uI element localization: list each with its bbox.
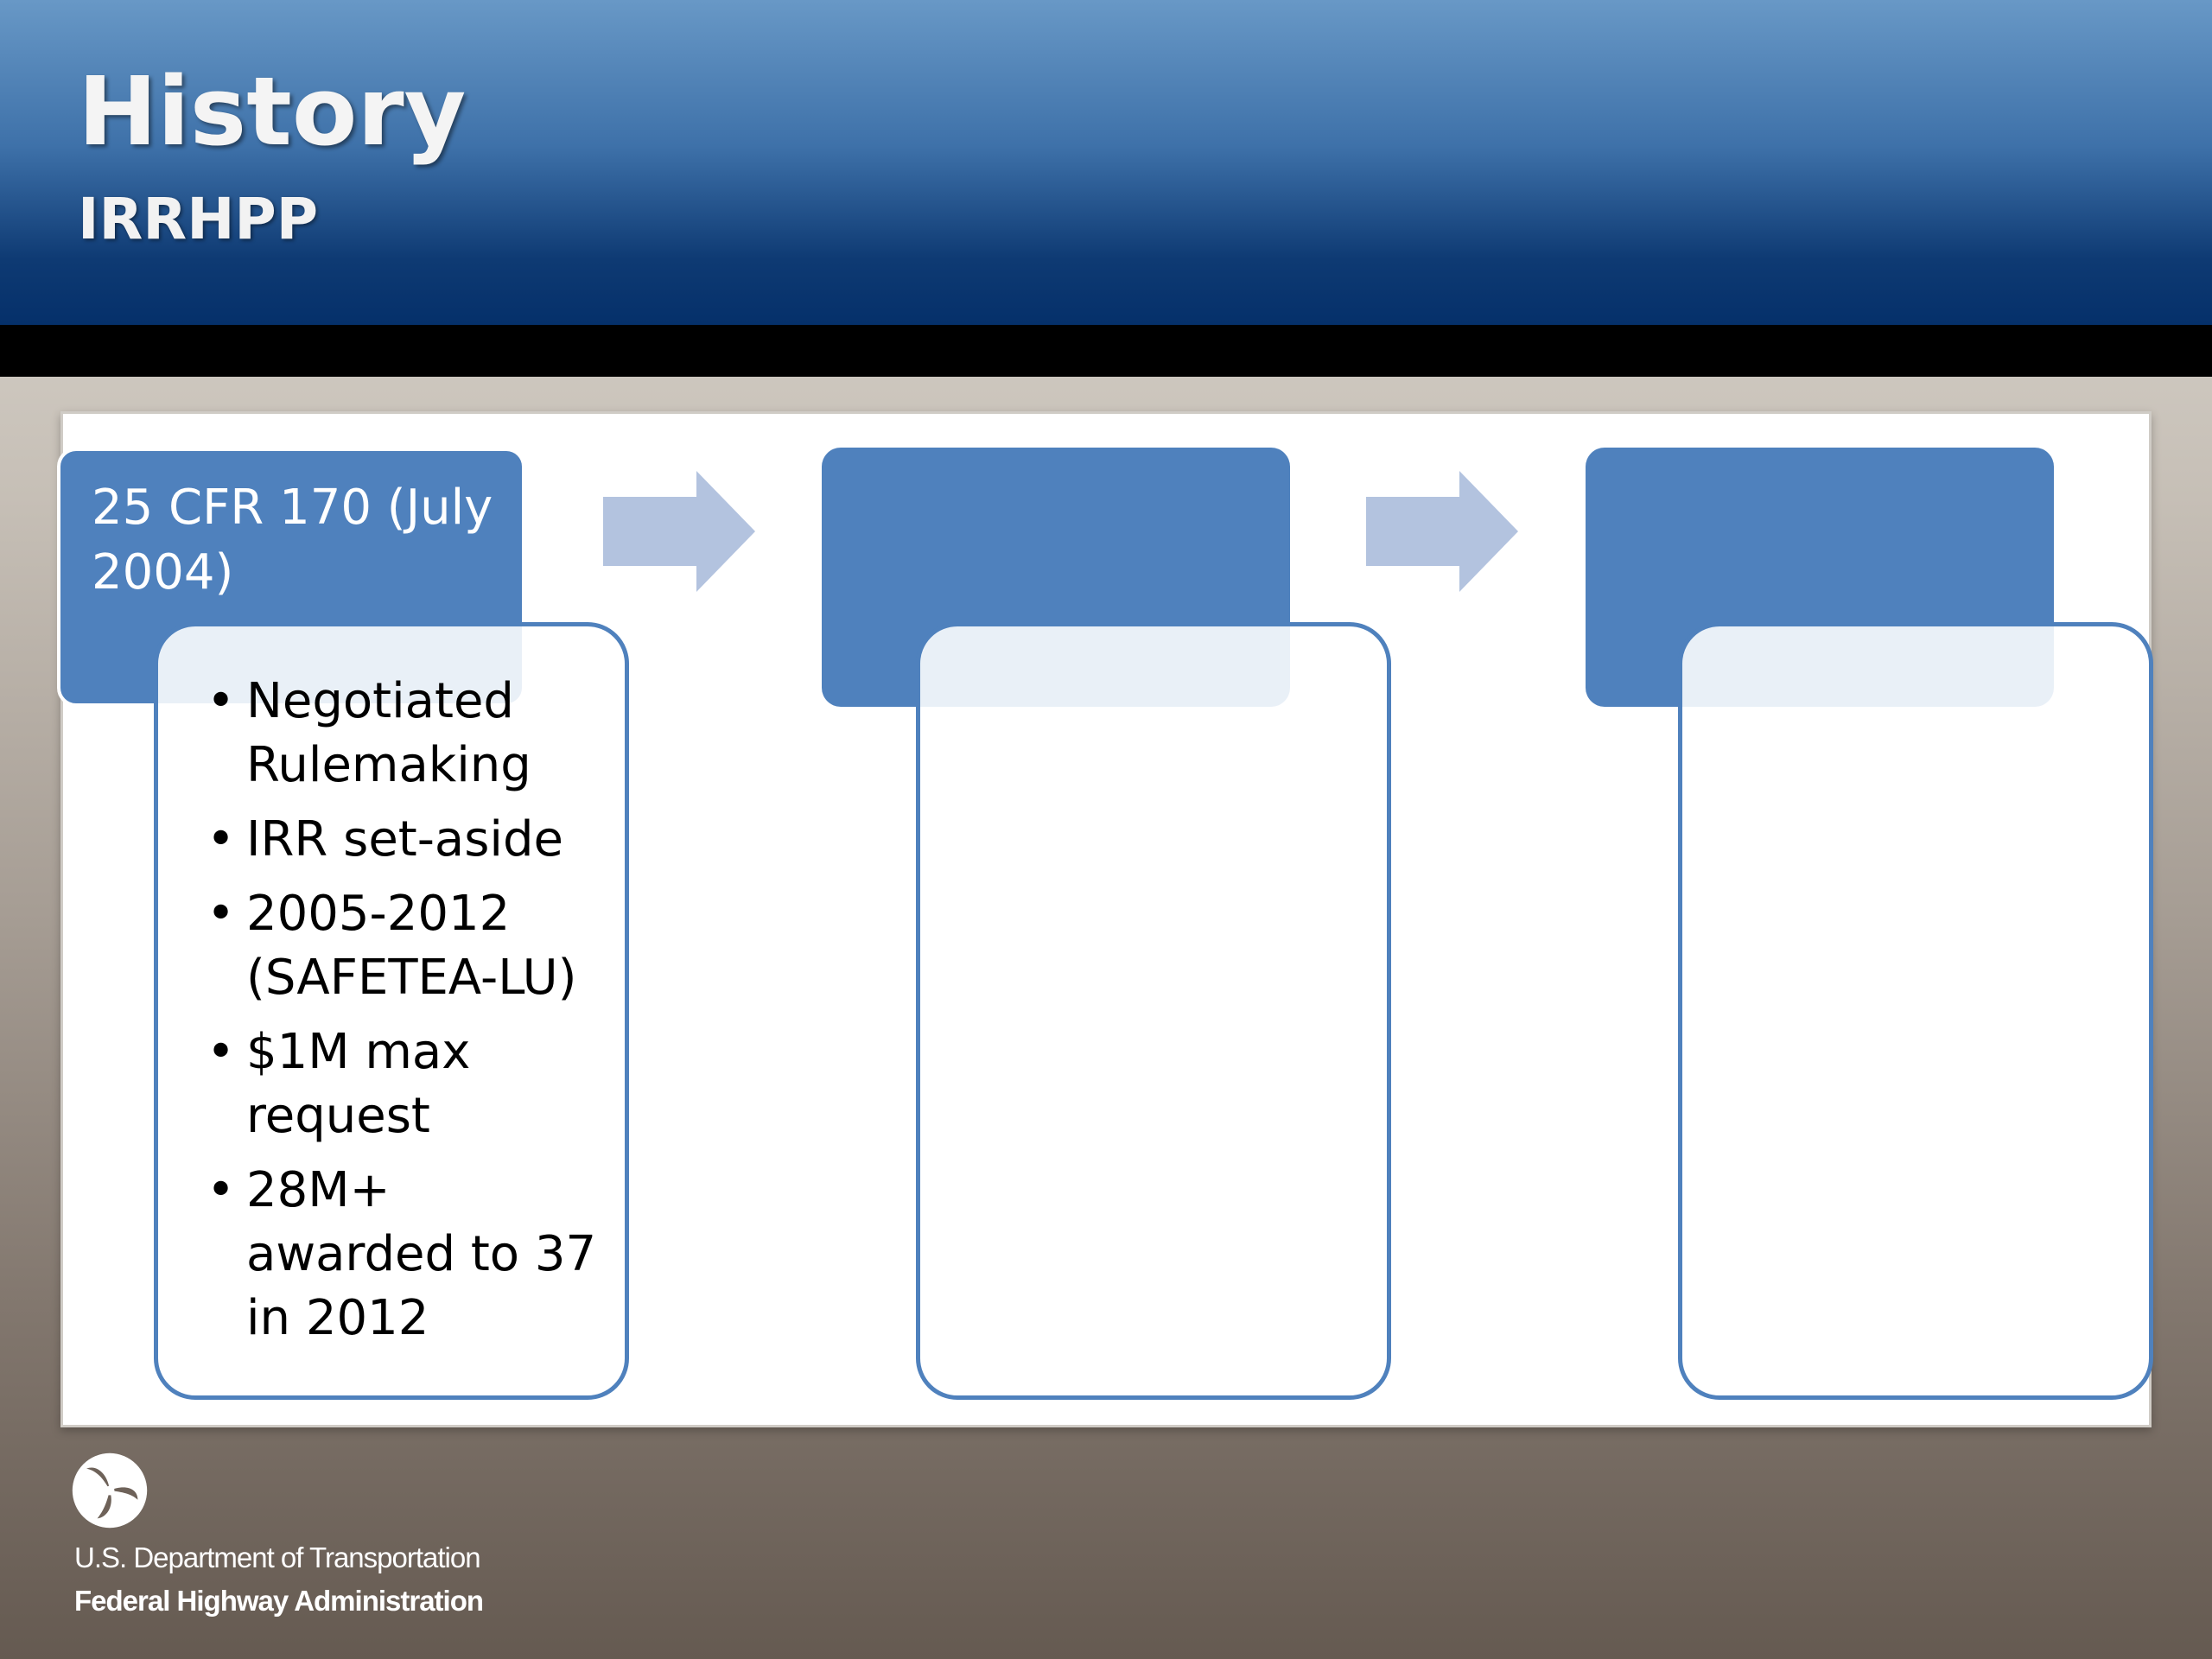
bullet-dot-icon: • [207,1162,236,1218]
step-1-details [154,622,629,1400]
step-2-details [916,622,1391,1400]
step-1-heading: 25 CFR 170 (July 2004) [92,480,493,601]
dot-triskelion-icon [71,1452,149,1529]
step-3-details [1678,622,2153,1400]
agency-department: U.S. Department of Transportation [74,1541,480,1573]
bullet-item: • $1M max request [207,1020,607,1148]
step-1-bullet-list [207,670,607,1361]
slide-title: History [78,56,467,167]
agency-administration: Federal Highway Administration [74,1585,484,1617]
bullet-item: • Negotiated Rulemaking [207,670,607,798]
bullet-item: • 2005-2012 (SAFETEA-LU) [207,882,607,1010]
slide-header [0,0,2212,325]
bullet-dot-icon: • [207,886,236,942]
bullet-item: • IRR set-aside [207,808,607,872]
slide-subtitle: IRRHPP [78,186,319,252]
bullet-dot-icon: • [207,673,236,729]
header-divider-band [0,325,2212,377]
arrow-right-icon [603,471,759,592]
bullet-dot-icon: • [207,811,236,868]
arrow-right-icon [1366,471,1522,592]
bullet-item: • 28M+ awarded to 37 in 2012 [207,1159,607,1351]
bullet-dot-icon: • [207,1024,236,1080]
